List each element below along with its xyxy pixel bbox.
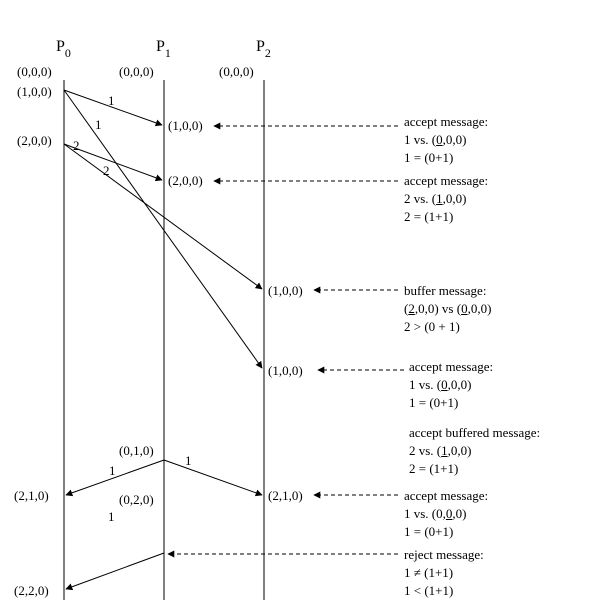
msg-p1-p0-second bbox=[66, 553, 164, 589]
msg-p1-p2 bbox=[164, 460, 262, 495]
process-label-p2: $P_2$ bbox=[256, 38, 271, 61]
note-accept-2: accept message: 2 vs. (1,0,0) 2 = (1+1) bbox=[404, 173, 489, 224]
msg-count-label: 1 bbox=[108, 509, 115, 524]
p2-event-2: (1,0,0) bbox=[268, 363, 303, 378]
p0-event-3: (2,1,0) bbox=[14, 488, 49, 503]
initial-clock-p2: (0,0,0) bbox=[219, 64, 254, 79]
msg-count-label: 1 bbox=[185, 453, 192, 468]
initial-clock-p0: (0,0,0) bbox=[17, 64, 52, 79]
p2-event-1: (1,0,0) bbox=[268, 283, 303, 298]
msg-count-label: 2 bbox=[103, 163, 110, 178]
note-accept-1: accept message: 1 vs. (0,0,0) 1 = (0+1) bbox=[404, 114, 489, 165]
note-accept-4: accept message: 1 vs. (0,0,0) 1 = (0+1) bbox=[404, 488, 489, 539]
p1-event-4: (0,2,0) bbox=[119, 492, 154, 507]
p2-event-3: (2,1,0) bbox=[268, 488, 303, 503]
p0-event-4: (2,2,0) bbox=[14, 583, 49, 598]
msg-p0-p2-first bbox=[64, 90, 262, 368]
p1-event-3: (0,1,0) bbox=[119, 443, 154, 458]
msg-p0-p2-second bbox=[64, 144, 262, 289]
p0-event-1: (1,0,0) bbox=[17, 84, 52, 99]
msg-count-label: 1 bbox=[109, 463, 116, 478]
p1-event-2: (2,0,0) bbox=[168, 173, 203, 188]
note-accept-buffered: accept buffered message: 2 vs. (1,0,0) 2 = (1+1) bbox=[409, 425, 541, 476]
note-accept-3: accept message: 1 vs. (0,0,0) 1 = (0+1) bbox=[409, 359, 494, 410]
process-label-p0: $P_0$ bbox=[56, 38, 71, 61]
process-label-p1: $P_1$ bbox=[156, 38, 171, 61]
note-reject: reject message: 1 ≠ (1+1) 1 < (1+1) bbox=[404, 547, 484, 598]
msg-count-label: 1 bbox=[95, 117, 102, 132]
initial-clock-p1: (0,0,0) bbox=[119, 64, 154, 79]
p1-event-1: (1,0,0) bbox=[168, 118, 203, 133]
msg-count-label: 2 bbox=[73, 138, 80, 153]
note-buffer: buffer message: (2,0,0) vs (0,0,0) 2 > (0 + 1) bbox=[404, 283, 492, 334]
msg-count-label: 1 bbox=[108, 93, 115, 108]
p0-event-2: (2,0,0) bbox=[17, 133, 52, 148]
